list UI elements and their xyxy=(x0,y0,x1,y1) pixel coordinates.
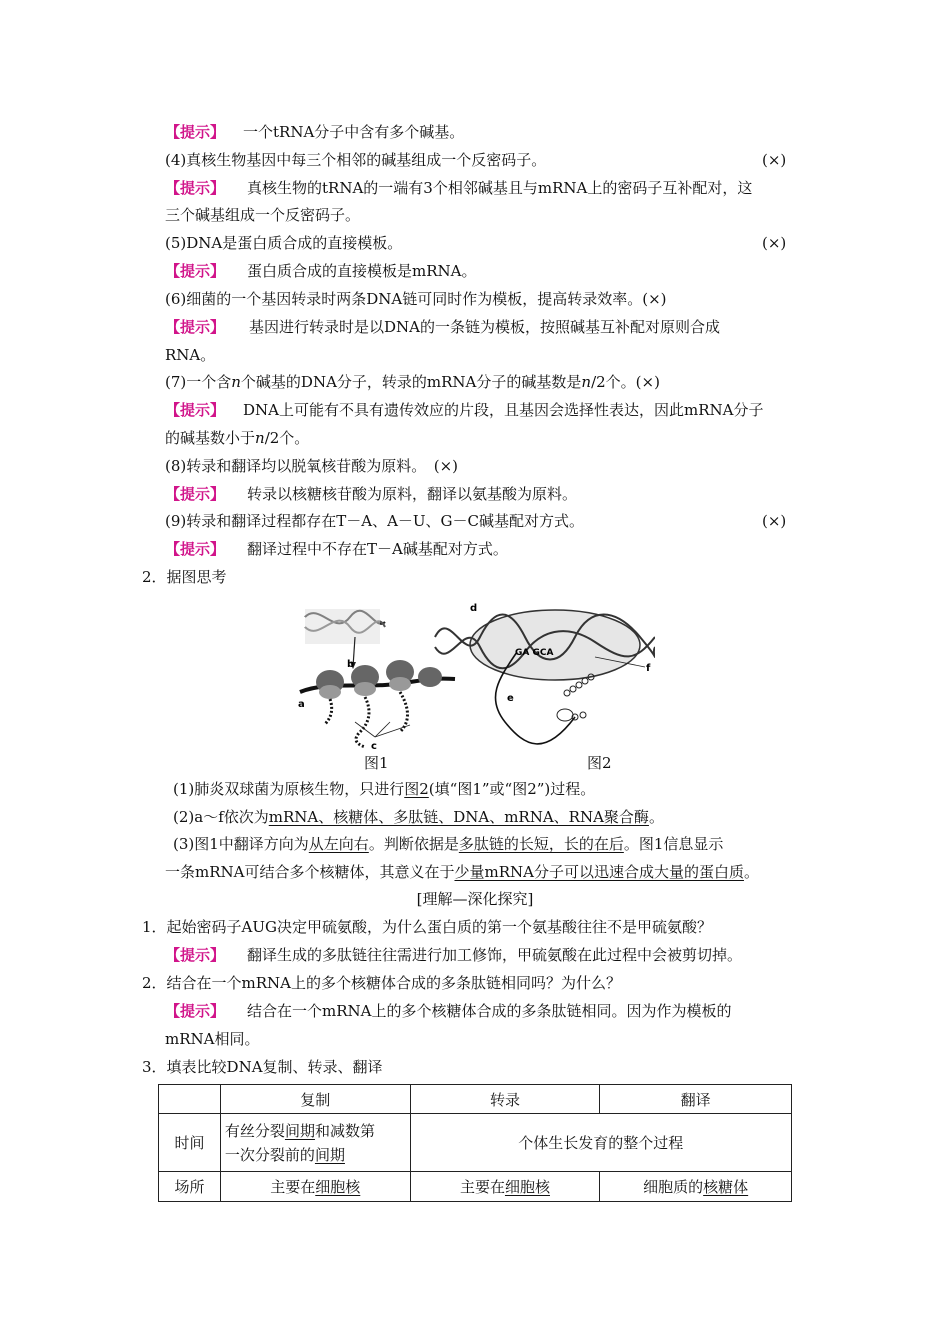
label-c: c xyxy=(371,741,377,752)
table-cell xyxy=(220,1114,410,1172)
table-header-cell: 翻译 xyxy=(600,1085,792,1114)
hint-text: 蛋白质合成的直接模板是mRNA。 xyxy=(247,262,477,280)
text: (3)图1中翻译方向为 xyxy=(173,835,309,853)
text: 。判断依据是 xyxy=(368,835,459,853)
hint-line xyxy=(165,484,577,504)
answer-mark: (×) xyxy=(762,512,787,530)
hint-label: 【提示】 xyxy=(165,179,226,197)
hint-text-cont: 三个碱基组成一个反密码子。 xyxy=(165,206,361,224)
q7-text: 个碱基的DNA分子，转录的mRNA分子的碱基数是 xyxy=(240,373,582,391)
hint-line xyxy=(165,317,720,337)
question-4: (4)真核生物基因中每三个相邻的碱基组成一个反密码子。 xyxy=(165,151,547,169)
cell-text: 和减数第 xyxy=(314,1121,375,1140)
transcription-translation-figure xyxy=(295,597,655,769)
hint-line xyxy=(165,178,752,198)
hint-line xyxy=(165,400,763,420)
q7-text: /2个。(×) xyxy=(591,373,660,391)
text: 。 xyxy=(743,863,759,881)
table-cell-merged: 个体生长发育的整个过程 xyxy=(410,1114,791,1172)
variable-n: n xyxy=(581,373,592,391)
text: 。图1信息显示 xyxy=(623,835,724,853)
hint-text: 翻译生成的多肽链往往需进行加工修饰，甲硫氨酸在此过程中会被剪切掉。 xyxy=(247,946,743,964)
hint-text: 结合在一个mRNA上的多个核糖体合成的多条肽链相同。因为作为模板的 xyxy=(247,1002,732,1020)
cell-underlined: 细胞核 xyxy=(315,1178,361,1196)
fig-question-3-cont xyxy=(165,862,759,882)
text: 。 xyxy=(648,808,664,826)
deep-question-1: 1．起始密码子AUG决定甲硫氨酸，为什么蛋白质的第一个氨基酸往往不是甲硫氨酸？ xyxy=(142,918,713,936)
variable-n: n xyxy=(231,373,241,391)
table-header-row xyxy=(159,1085,792,1114)
answer-mark: (×) xyxy=(762,151,787,169)
table-row xyxy=(159,1172,792,1202)
figure-2-caption: 图2 xyxy=(587,754,612,772)
question-8: (8)转录和翻译均以脱氧核苷酸为原料。 (×) xyxy=(165,457,459,475)
text: (1)肺炎双球菌为原核生物，只进行 xyxy=(173,780,405,798)
table-cell xyxy=(410,1172,600,1202)
hint-text-cont: RNA。 xyxy=(165,346,216,364)
fig-question-1 xyxy=(173,779,595,799)
figure-1-caption: 图1 xyxy=(364,754,389,772)
table-header-cell: 复制 xyxy=(220,1085,410,1114)
hint-label: 【提示】 xyxy=(165,401,226,419)
question-6: (6)细菌的一个基因转录时两条DNA链可同时作为模板，提高转录效率。(×) xyxy=(165,290,667,308)
hint-text: 转录以核糖核苷酸为原料，翻译以氨基酸为原料。 xyxy=(247,485,578,503)
section-heading: [理解—深化探究] xyxy=(416,890,534,908)
comparison-table xyxy=(158,1084,792,1202)
text: (2)a～f依次为 xyxy=(173,808,269,826)
hint-label: 【提示】 xyxy=(165,262,226,280)
hint-label: 【提示】 xyxy=(165,1002,226,1020)
hint-label: 【提示】 xyxy=(165,946,226,964)
table-row-label: 场所 xyxy=(159,1172,221,1202)
fig-question-3 xyxy=(173,834,723,854)
label-f: f xyxy=(646,663,651,674)
label-d: d xyxy=(470,603,478,614)
hint-text: 的碱基数小于 xyxy=(165,429,256,447)
hint-text: 真核生物的tRNA的一端有3个相邻碱基且与mRNA上的密码子互补配对，这 xyxy=(247,179,753,197)
fig-question-2 xyxy=(173,807,664,827)
answer-underlined: 从左向右 xyxy=(308,835,369,853)
hint-line xyxy=(165,261,477,281)
hint-line xyxy=(165,122,464,142)
cell-text: 一次分裂前的 xyxy=(224,1145,315,1164)
table-header-cell xyxy=(159,1085,221,1114)
answer-underlined: 图2 xyxy=(404,780,429,798)
deep-question-3: 3．填表比较DNA复制、转录、翻译 xyxy=(142,1058,383,1076)
question-9: (9)转录和翻译过程都存在T－A、A－U、G－C碱基配对方式。 xyxy=(165,512,585,530)
table-cell xyxy=(600,1172,792,1202)
hint-label: 【提示】 xyxy=(165,540,226,558)
table-cell xyxy=(220,1172,410,1202)
hint-text: 翻译过程中不存在T－A碱基配对方式。 xyxy=(247,540,508,558)
cell-underlined: 细胞核 xyxy=(504,1178,550,1196)
cell-underlined: 核糖体 xyxy=(703,1178,749,1196)
figure-1-diagram xyxy=(298,609,455,752)
cell-text: 有丝分裂 xyxy=(224,1121,285,1140)
table-header-cell: 转录 xyxy=(410,1085,600,1114)
sequence-label: GA GCA xyxy=(515,648,554,658)
q7-text: (7)一个含 xyxy=(165,373,232,391)
section-title: 2．据图思考 xyxy=(142,568,227,586)
cell-underlined: 间期 xyxy=(284,1121,315,1140)
hint-line xyxy=(165,945,742,965)
hint-text: /2个。 xyxy=(264,429,310,447)
answer-underlined: mRNA、核糖体、多肽链、DNA、mRNA、RNA聚合酶 xyxy=(268,808,649,826)
hint-text: 基因进行转录时是以DNA的一条链为模板，按照碱基互补配对原则合成 xyxy=(249,318,721,336)
cell-text: 主要在 xyxy=(270,1178,316,1196)
label-b: b xyxy=(347,659,355,670)
answer-mark: (×) xyxy=(762,234,787,252)
figure-2-diagram xyxy=(435,603,655,744)
answer-underlined: 少量mRNA分子可以迅速合成大量的蛋白质 xyxy=(454,863,744,881)
hint-line xyxy=(165,1001,732,1021)
hint-label: 【提示】 xyxy=(165,485,226,503)
table-row-label: 时间 xyxy=(159,1114,221,1172)
cell-text: 主要在 xyxy=(459,1178,505,1196)
question-7 xyxy=(165,372,660,392)
hint-label: 【提示】 xyxy=(165,123,226,141)
question-5: (5)DNA是蛋白质合成的直接模板。 xyxy=(165,234,403,252)
label-e: e xyxy=(507,693,514,704)
text: 一条mRNA可结合多个核糖体，其意义在于 xyxy=(165,863,455,881)
cell-text: 细胞质的 xyxy=(643,1178,704,1196)
hint-text-cont: mRNA相同。 xyxy=(165,1030,260,1048)
variable-n: n xyxy=(255,429,265,447)
hint-text: DNA上可能有不具有遗传效应的片段，且基因会选择性表达，因此mRNA分子 xyxy=(243,401,764,419)
hint-line xyxy=(165,539,508,559)
answer-underlined: 多肽链的长短，长的在后 xyxy=(458,835,624,853)
deep-question-2: 2．结合在一个mRNA上的多个核糖体合成的多条肽链相同吗？为什么？ xyxy=(142,974,622,992)
cell-underlined: 间期 xyxy=(314,1145,345,1164)
hint-text-cont xyxy=(165,428,309,448)
hint-text: 一个tRNA分子中含有多个碱基。 xyxy=(243,123,465,141)
label-a: a xyxy=(298,699,305,710)
text: (填“图1”或“图2”)过程。 xyxy=(428,780,596,798)
hint-label: 【提示】 xyxy=(165,318,226,336)
table-row xyxy=(159,1114,792,1172)
